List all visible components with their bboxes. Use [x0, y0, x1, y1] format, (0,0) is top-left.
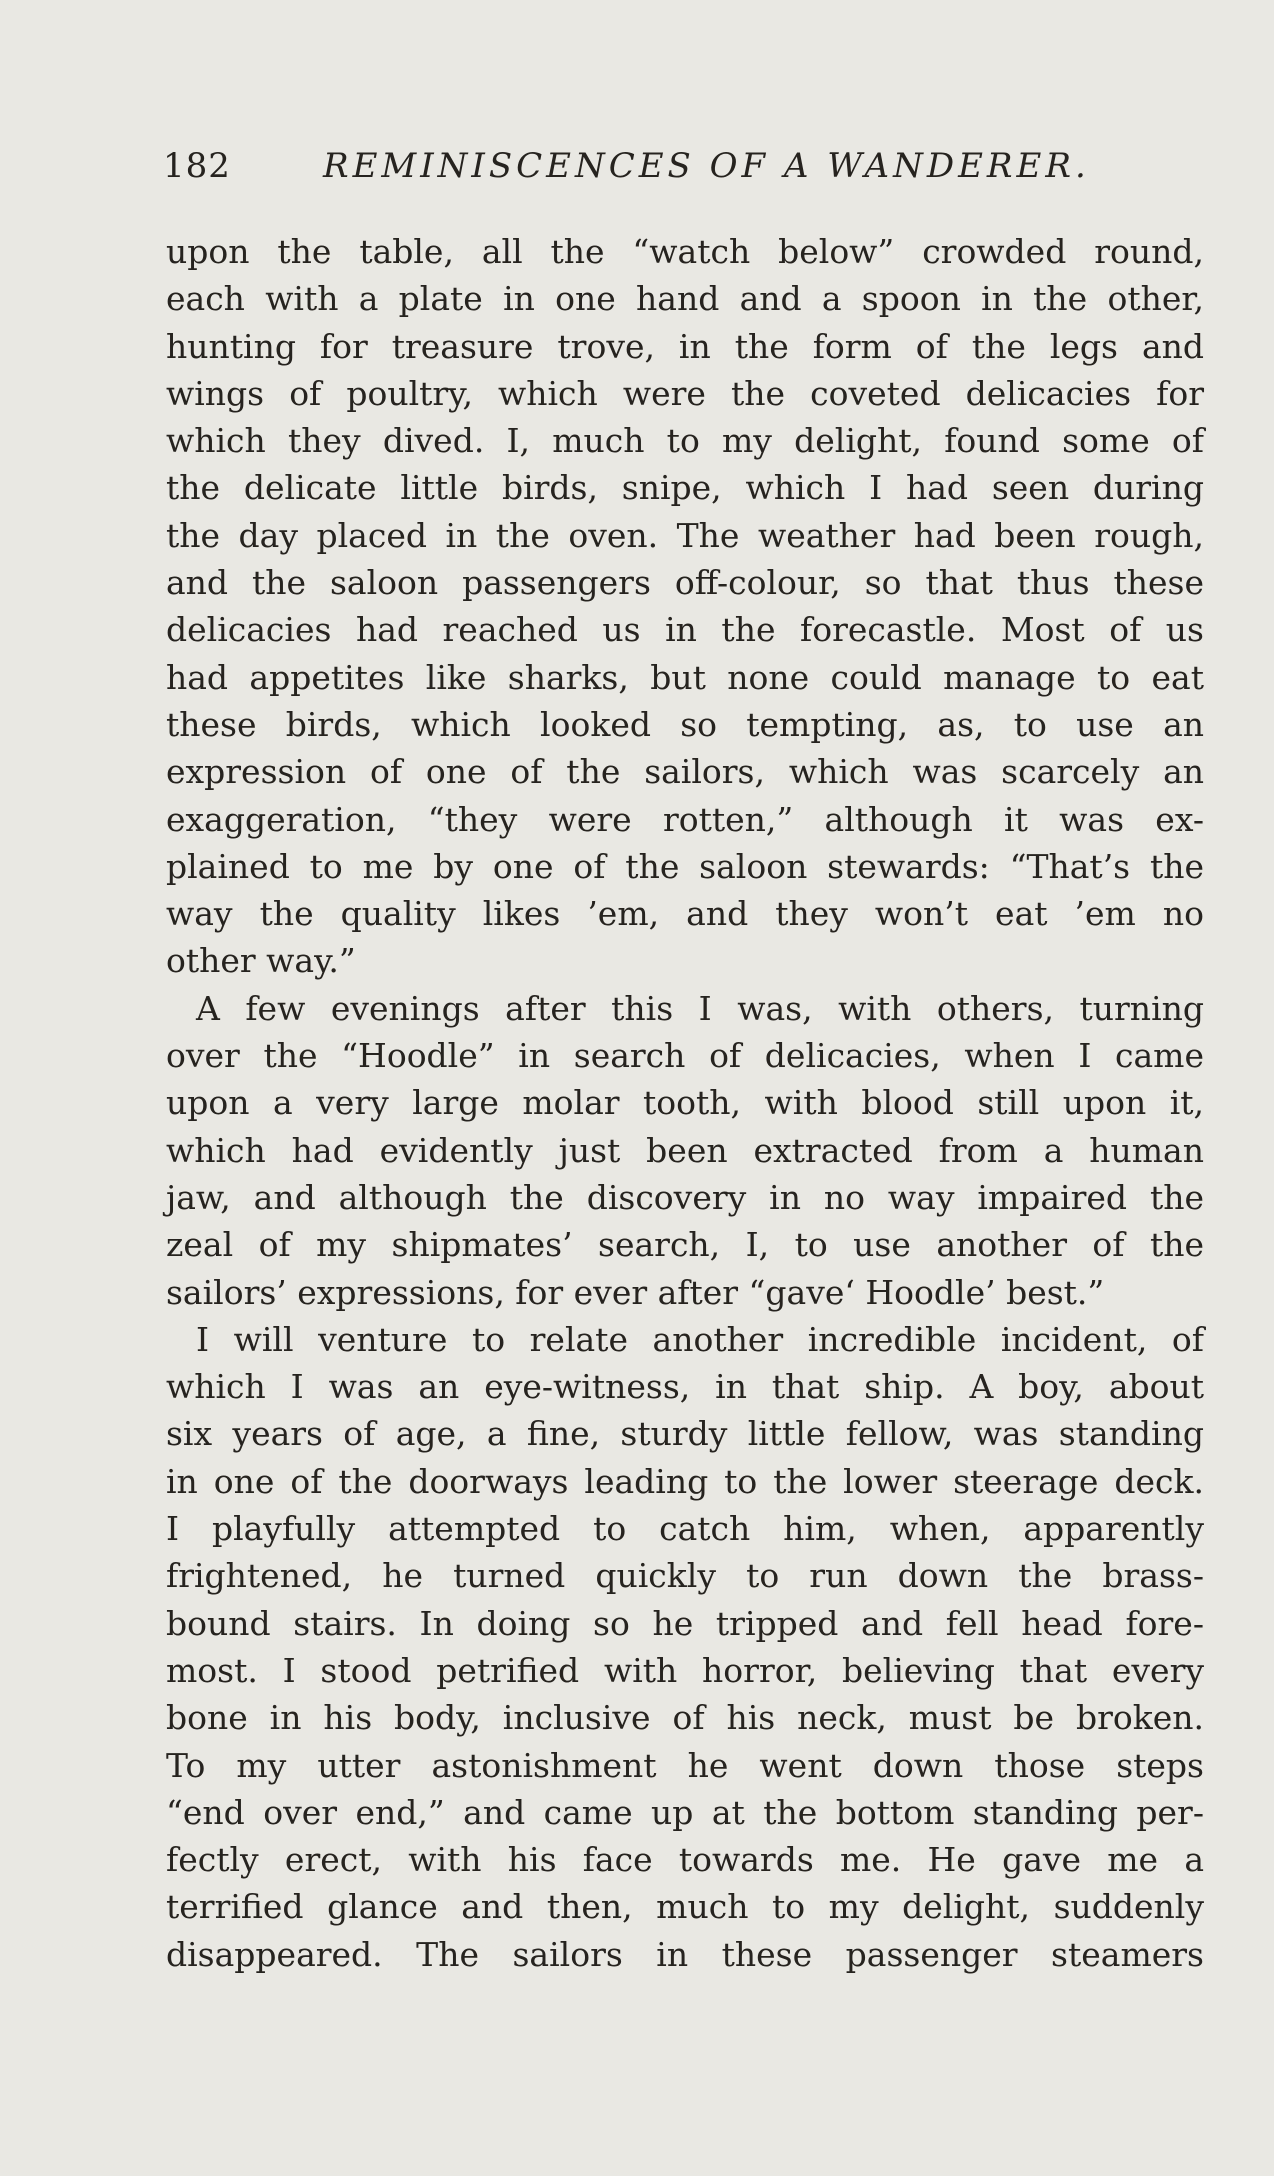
- text-line: delicacies had reached us in the forecastle. Most of us: [166, 610, 1204, 650]
- text-line: frightened, he turned quickly to run down the brass-: [166, 1556, 1204, 1596]
- text-line: exaggeration, “they were rotten,” although it was ex-: [166, 799, 1204, 839]
- text-line: plained to me by one of the saloon stewards: “That’s the: [166, 846, 1204, 886]
- text-line: upon a very large molar tooth, with blood still upon it,: [166, 1083, 1204, 1123]
- page-number: 182: [163, 146, 231, 186]
- paragraph: [166, 1316, 1204, 1978]
- text-line: bound stairs. In doing so he tripped and fell head fore-: [166, 1603, 1204, 1643]
- text-line: bone in his body, inclusive of his neck, must be broken.: [166, 1698, 1204, 1738]
- text-line: and the saloon passengers off-colour, so that thus these: [166, 563, 1204, 603]
- text-line: I playfully attempted to catch him, when, apparently: [166, 1509, 1204, 1549]
- paragraph: [166, 228, 1204, 985]
- text-line: hunting for treasure trove, in the form of the legs and: [166, 326, 1204, 366]
- text-line: each with a plate in one hand and a spoon in the other,: [166, 279, 1204, 319]
- text-line: “end over end,” and came up at the bottom standing per-: [166, 1792, 1204, 1832]
- text-line: expression of one of the sailors, which was scarcely an: [166, 752, 1204, 792]
- text-line: wings of poultry, which were the coveted delicacies for: [166, 373, 1204, 413]
- text-line: A few evenings after this I was, with others, turning: [196, 988, 1204, 1028]
- text-line: fectly erect, with his face towards me. He gave me a: [166, 1840, 1204, 1880]
- text-line: in one of the doorways leading to the lower steerage deck.: [166, 1461, 1204, 1501]
- text-line: which I was an eye-witness, in that ship. A boy, about: [166, 1367, 1204, 1407]
- body-text: [166, 228, 1204, 1978]
- text-line: the day placed in the oven. The weather had been rough,: [166, 515, 1204, 555]
- text-line: which had evidently just been extracted from a human: [166, 1130, 1204, 1170]
- page-header: [163, 146, 1203, 194]
- text-line: To my utter astonishment he went down those steps: [166, 1745, 1204, 1785]
- text-line: I will venture to relate another incredible incident, of: [196, 1319, 1204, 1359]
- text-line: which they dived. I, much to my delight, found some of: [166, 421, 1204, 461]
- text-line: terrified glance and then, much to my delight, suddenly: [166, 1887, 1204, 1927]
- text-line: over the “Hoodle” in search of delicacies, when I came: [166, 1036, 1204, 1076]
- text-line: zeal of my shipmates’ search, I, to use another of the: [166, 1225, 1204, 1265]
- text-line: most. I stood petrified with horror, believing that every: [166, 1650, 1204, 1690]
- text-line: sailors’ expressions, for ever after “gave‘ Hoodle’ best.”: [166, 1272, 1105, 1312]
- text-line: other way.”: [166, 941, 356, 981]
- text-line: had appetites like sharks, but none could manage to eat: [166, 657, 1204, 697]
- running-title: REMINISCENCES OF A WANDERER.: [323, 146, 1090, 186]
- text-line: jaw, and although the discovery in no way impaired the: [166, 1177, 1204, 1217]
- text-line: six years of age, a fine, sturdy little fellow, was standing: [166, 1414, 1204, 1454]
- text-line: upon the table, all the “watch below” crowded round,: [166, 232, 1204, 271]
- text-line: disappeared. The sailors in these passenger steamers: [166, 1934, 1204, 1974]
- paragraph: [166, 985, 1204, 1316]
- text-line: the delicate little birds, snipe, which I had seen during: [166, 468, 1204, 508]
- text-line: these birds, which looked so tempting, as, to use an: [166, 704, 1204, 744]
- text-line: way the quality likes ’em, and they won’t eat ’em no: [166, 894, 1204, 934]
